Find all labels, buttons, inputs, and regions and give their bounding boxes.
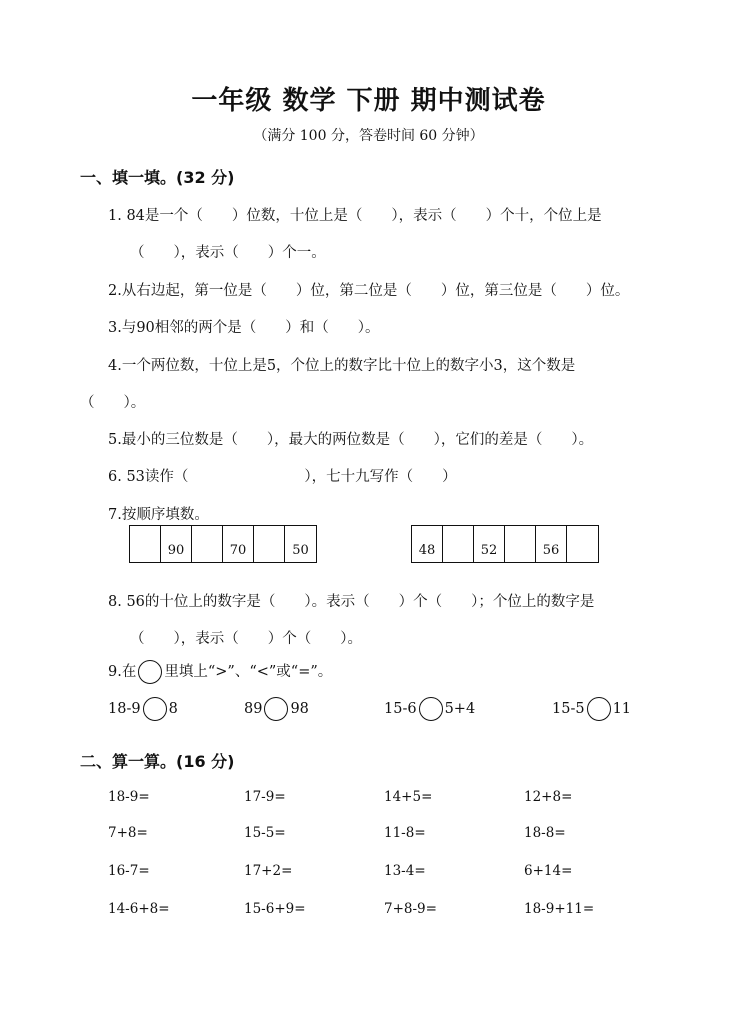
page-title: 一年级 数学 下册 期中测试卷 (191, 86, 546, 116)
compare-item (108, 697, 178, 721)
sequence-cell[interactable] (254, 526, 285, 562)
calc-problem: 14-6+8= (108, 901, 170, 917)
question-1-line-1: 1. 84是一个（ ）位数，十位上是（ ），表示（ ）个十，个位上是 (108, 208, 602, 224)
question-9-prefix: 9.在 (108, 664, 137, 680)
sequence-cell: 56 (536, 526, 567, 562)
sequence-cell: 50 (292, 543, 309, 558)
calc-problem: 18-9= (108, 789, 150, 805)
calc-problem: 15-5= (244, 825, 286, 841)
calc-problem: 7+8-9= (384, 901, 437, 917)
question-3: 3.与90相邻的两个是（ ）和（ ）。 (108, 320, 380, 336)
sequence-cell: 70 (223, 526, 254, 562)
question-6: 6. 53读作（ ），七十九写作（ ） (108, 469, 457, 485)
sequence-cell[interactable] (192, 526, 223, 562)
answer-circle[interactable] (264, 697, 288, 721)
compare-item (552, 697, 631, 721)
sequence-cell[interactable] (130, 526, 161, 562)
question-2: 2.从右边起，第一位是（ ）位，第二位是（ ）位，第三位是（ ）位。 (108, 283, 630, 299)
compare-left: 18-9 (108, 701, 141, 717)
compare-item (384, 697, 475, 721)
question-9-suffix: 里填上“>”、“<”或“=”。 (164, 664, 333, 680)
question-7: 7.按顺序填数。 (108, 507, 209, 523)
calc-problem: 12+8= (524, 789, 573, 805)
compare-left: 15-6 (384, 701, 417, 717)
calc-problem: 7+8= (108, 825, 148, 841)
answer-circle[interactable] (419, 697, 443, 721)
calc-problem: 17-9= (244, 789, 286, 805)
question-4-line-2: （ ）。 (80, 395, 146, 411)
sequence-cell: 48 (412, 526, 443, 562)
calc-problem: 18-8= (524, 825, 566, 841)
question-9 (108, 660, 332, 684)
sequence-cell[interactable] (567, 526, 598, 562)
circle-icon (138, 660, 162, 684)
sequence-cell: 90 (161, 526, 192, 562)
calc-problem: 18-9+11= (524, 901, 595, 917)
answer-circle[interactable] (143, 697, 167, 721)
compare-right: 5+4 (444, 701, 476, 717)
compare-item (244, 697, 309, 721)
compare-left: 15-5 (552, 701, 585, 717)
question-1-line-2: （ ），表示（ ）个一。 (130, 245, 326, 261)
calc-problem: 17+2= (244, 863, 293, 879)
question-8-line-2: （ ），表示（ ）个（ ）。 (130, 631, 362, 647)
sequence-cell[interactable] (505, 526, 536, 562)
sequence-box-1 (129, 525, 317, 563)
section-1-heading: 一、填一填。(32 分) (80, 168, 235, 187)
compare-right: 11 (612, 701, 632, 717)
calc-problem: 15-6+9= (244, 901, 306, 917)
compare-left: 89 (244, 701, 263, 717)
sequence-box-2 (411, 525, 599, 563)
compare-right: 98 (290, 701, 309, 717)
question-8-line-1: 8. 56的十位上的数字是（ ）。表示（ ）个（ ）；个位上的数字是 (108, 594, 595, 610)
sequence-cell: 52 (474, 526, 505, 562)
calc-problem: 14+5= (384, 789, 433, 805)
sequence-cell[interactable] (443, 526, 474, 562)
calc-problem: 11-8= (384, 825, 426, 841)
section-2-heading: 二、算一算。(16 分) (80, 752, 235, 771)
calc-problem: 16-7= (108, 863, 150, 879)
question-4-line-1: 4.一个两位数，十位上是5，个位上的数字比十位上的数字小3，这个数是 (108, 358, 576, 374)
compare-right: 8 (168, 701, 178, 717)
page-subtitle: （满分 100 分，答卷时间 60 分钟） (253, 128, 484, 144)
answer-circle[interactable] (587, 697, 611, 721)
calc-problem: 6+14= (524, 863, 573, 879)
question-5: 5.最小的三位数是（ ），最大的两位数是（ ），它们的差是（ ）。 (108, 432, 594, 448)
calc-problem: 13-4= (384, 863, 426, 879)
